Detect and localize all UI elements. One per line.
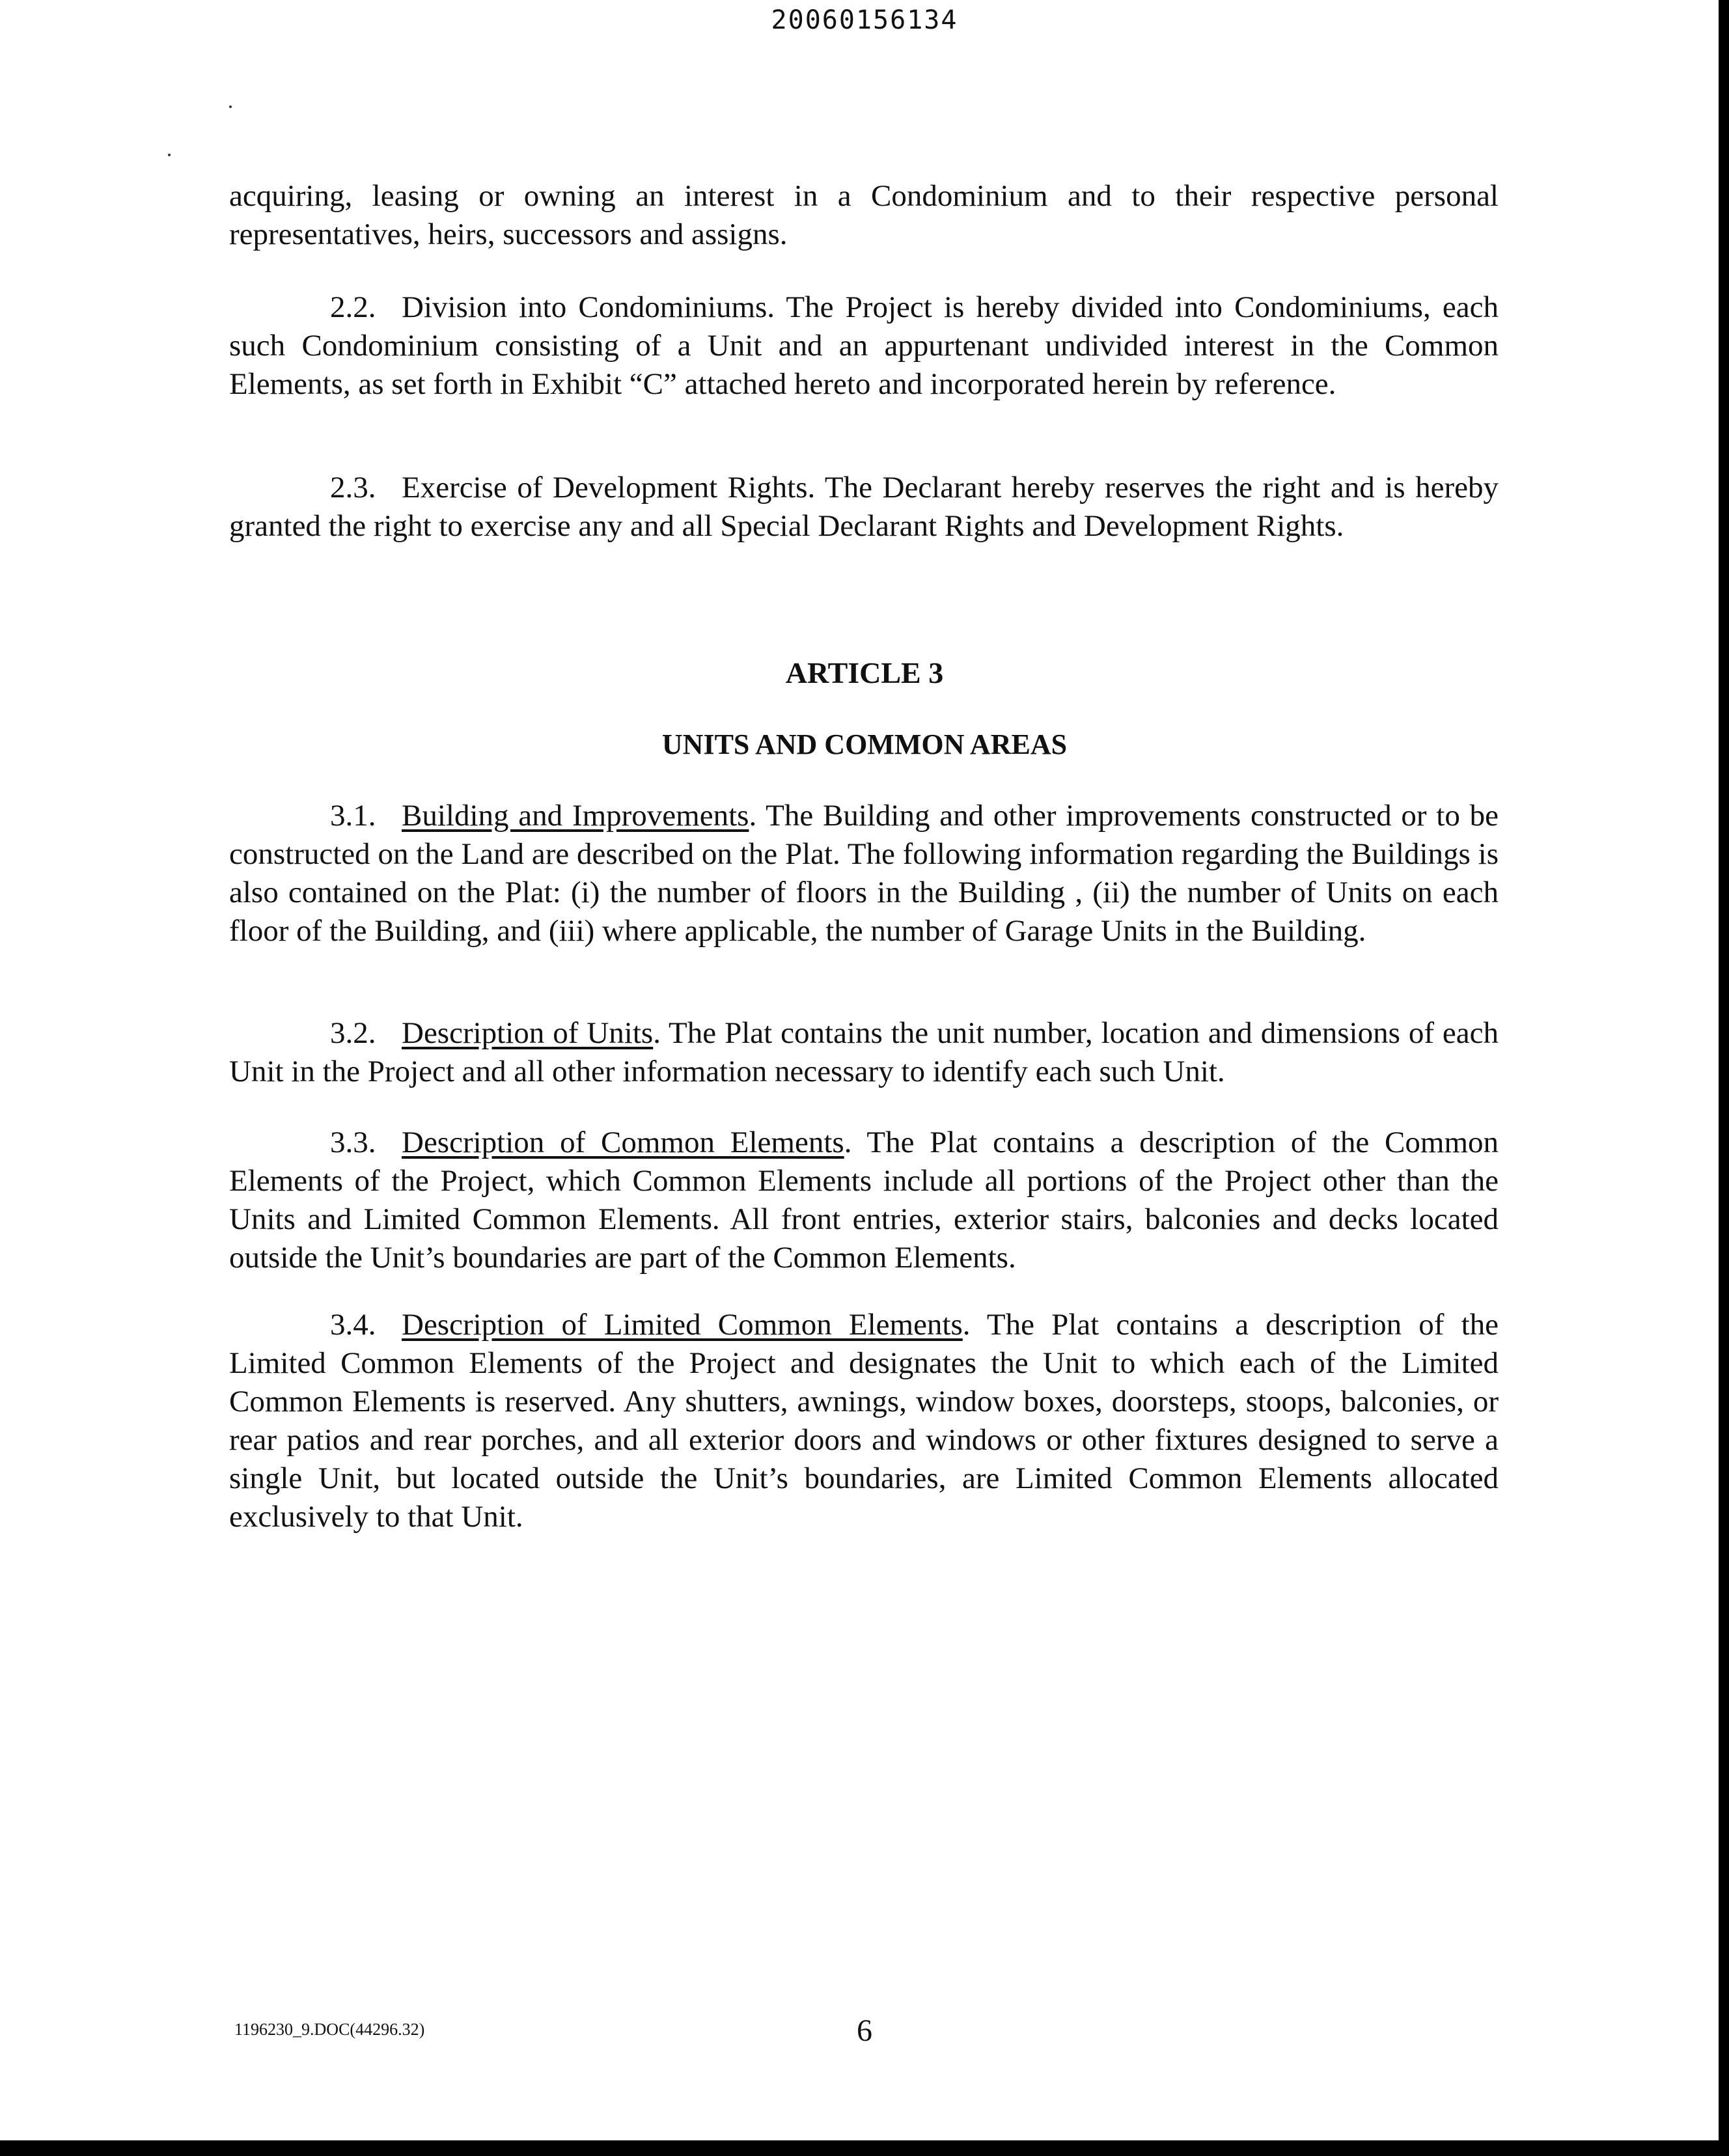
paragraph-continuation [229, 177, 1499, 254]
section-2-3 [229, 469, 1499, 546]
section-3-3 [229, 1124, 1499, 1277]
section-2-2 [229, 288, 1499, 404]
footer-file-code: 1196230_9.DOC(44296.32) [234, 2020, 425, 2039]
document-number: 20060156134 [771, 5, 958, 35]
section-number: 2.3. [330, 471, 376, 504]
section-body: Division into Condominiums. The Project is hereby divided into Condominiums, each such Condominium consisting of a Unit and an appurtenant undivided interest in the Common Elements, as set forth in Exhibit “C” attached hereto and incorporated herein by reference. [229, 290, 1499, 401]
section-heading: Description of Common Elements [402, 1126, 844, 1159]
scan-speck [168, 154, 171, 156]
section-3-4 [229, 1306, 1499, 1536]
section-body: . The Plat contains a description of the Limited Common Elements of the Project and designates the Unit to which each of the Limited Common Elements is reserved. Any shutters, awnings, window boxes, doorsteps, stoops, balconies, or rear patios and rear porches, and all exterior doors and windows or other fixtures designed to serve a single Unit, but located outside the Unit’s boundaries, are Limited Common Elements allocated exclusively to that Unit. [229, 1308, 1499, 1534]
section-body: . The Plat contains the unit number, location and dimensions of each Unit in the Project and all other information necessary to identify each such Unit. [229, 1016, 1499, 1088]
section-body: . The Building and other improvements constructed or to be constructed on the Land are described on the Plat. The following information regarding the Buildings is also contained on the Plat: (i) the number of floors in the Building , (ii) the number of Units on each floor of the Building, and (iii) where applicable, the number of Garage Units in the Building. [229, 799, 1499, 948]
section-number: 3.1. [330, 799, 376, 833]
article-subtitle: UNITS AND COMMON AREAS [661, 728, 1068, 760]
section-heading: Description of Units [402, 1016, 654, 1050]
scan-border-bottom [0, 2140, 1729, 2156]
article-title: ARTICLE 3 [785, 656, 944, 689]
section-number: 3.2. [330, 1016, 376, 1050]
scan-border-right [1719, 0, 1729, 2156]
section-3-2 [229, 1014, 1499, 1091]
section-number: 3.3. [330, 1126, 376, 1159]
section-number: 3.4. [330, 1308, 376, 1342]
section-body: . The Plat contains a description of the Common Elements of the Project, which Common Elements include all portions of the Project other than the Units and Limited Common Elements. All front entries, exterior stairs, balconies and decks located outside the Unit’s boundaries are part of the Common Elements. [229, 1126, 1499, 1275]
section-body: Exercise of Development Rights. The Declarant hereby reserves the right and is hereby granted the right to exercise any and all Special Declarant Rights and Development Rights. [229, 471, 1499, 543]
page-number: 6 [857, 2013, 872, 2048]
section-heading: Description of Limited Common Elements [402, 1308, 963, 1342]
scan-speck [229, 105, 232, 108]
paragraph-body: acquiring, leasing or owning an interest in a Condominium and to their respective personal representatives, heirs, successors and assigns. [229, 179, 1499, 251]
section-number: 2.2. [330, 290, 376, 324]
section-heading: Building and Improvements [402, 799, 749, 833]
section-3-1 [229, 797, 1499, 950]
